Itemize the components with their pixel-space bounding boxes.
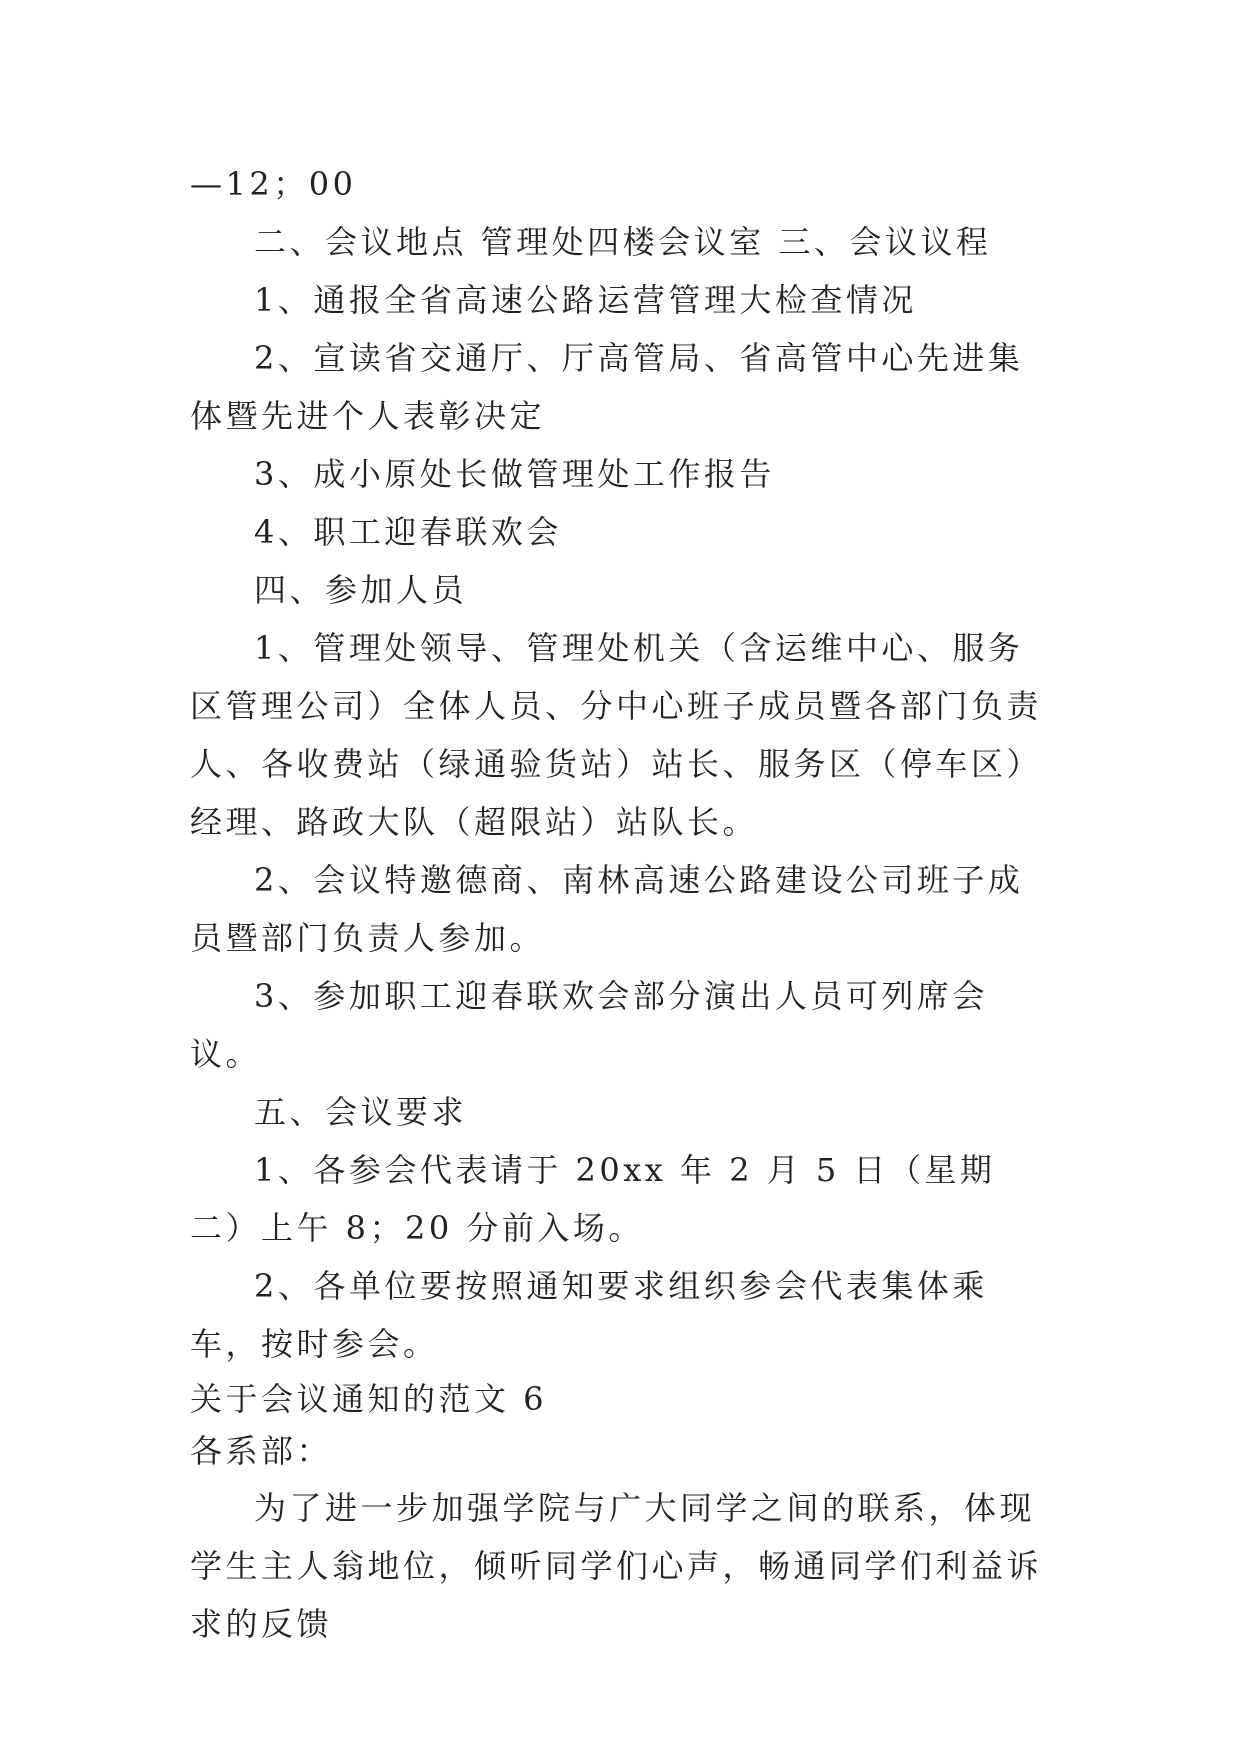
- agenda-item-4: 4、职工迎春联欢会: [254, 513, 562, 551]
- salutation: 各系部：: [190, 1432, 333, 1470]
- agenda-item-2: 2、宣读省交通厅、厅高管局、省高管中心先进集体暨先进个人表彰决定: [190, 339, 1024, 435]
- requirements-item-2: 2、各单位要按照通知要求组织参会代表集体乘车，按时参会。: [190, 1267, 988, 1363]
- agenda-item-3: 3、成小原处长做管理处工作报告: [254, 455, 775, 493]
- time-end-line: —12；00: [190, 165, 357, 203]
- participants-item-2: 2、会议特邀德商、南林高速公路建设公司班子成员暨部门负责人参加。: [190, 861, 1024, 957]
- requirements-heading: 五、会议要求: [254, 1093, 468, 1131]
- participants-item-1: 1、管理处领导、管理处机关（含运维中心、服务区管理公司）全体人员、分中心班子成员暨各部门负责人、各收费站（绿通验货站）站长、服务区（停车区）经理、路政大队（超限站）站队长。: [190, 629, 1043, 841]
- participants-heading: 四、参加人员: [254, 571, 468, 609]
- sample-title: 关于会议通知的范文 6: [190, 1380, 548, 1418]
- venue-agenda-heading: 二、会议地点 管理处四楼会议室 三、会议议程: [254, 223, 992, 261]
- participants-item-3: 3、参加职工迎春联欢会部分演出人员可列席会议。: [190, 977, 988, 1073]
- document-body: [190, 155, 1050, 1653]
- requirements-item-1: 1、各参会代表请于 20xx 年 2 月 5 日（星期二）上午 8；20 分前入场。: [190, 1151, 996, 1247]
- agenda-item-1: 1、通报全省高速公路运营管理大检查情况: [254, 281, 917, 319]
- body-intro-paragraph: 为了进一步加强学院与广大同学之间的联系，体现学生主人翁地位，倾听同学们心声，畅通同学们利益诉求的反馈: [190, 1489, 1043, 1643]
